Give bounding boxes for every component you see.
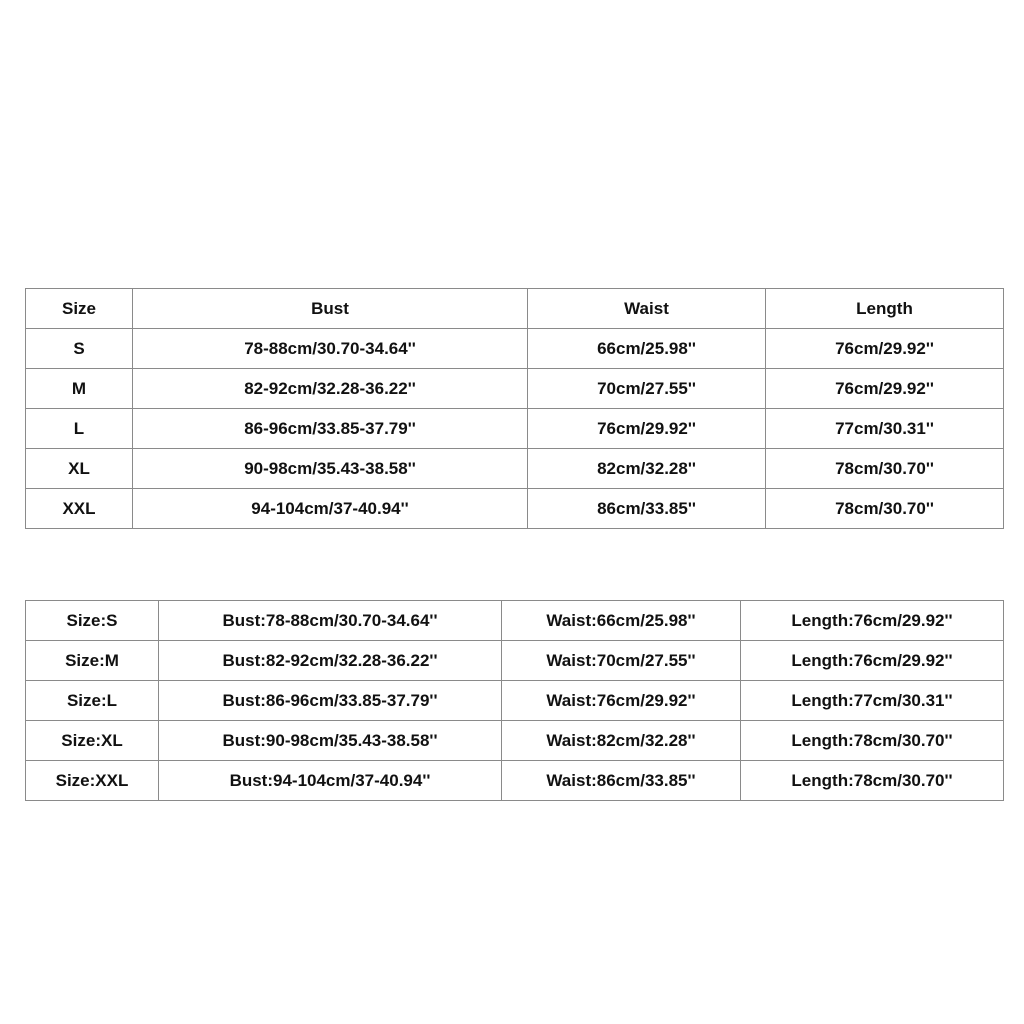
cell-bust: Bust:94-104cm/37-40.94'': [159, 761, 502, 801]
cell-length: 76cm/29.92'': [766, 329, 1004, 369]
cell-bust: Bust:82-92cm/32.28-36.22'': [159, 641, 502, 681]
cell-waist: 86cm/33.85'': [528, 489, 766, 529]
cell-size: M: [26, 369, 133, 409]
table-header-row: [26, 289, 1004, 329]
table-row: [26, 369, 1004, 409]
size-chart-table: [25, 288, 1004, 529]
cell-size: Size:L: [26, 681, 159, 721]
table-row: [26, 761, 1004, 801]
cell-waist: Waist:66cm/25.98'': [502, 601, 741, 641]
cell-length: Length:78cm/30.70'': [741, 721, 1004, 761]
cell-waist: 82cm/32.28'': [528, 449, 766, 489]
cell-size: Size:S: [26, 601, 159, 641]
table-row: [26, 681, 1004, 721]
cell-waist: Waist:76cm/29.92'': [502, 681, 741, 721]
cell-size: Size:XXL: [26, 761, 159, 801]
cell-bust: 90-98cm/35.43-38.58'': [133, 449, 528, 489]
header-waist: Waist: [528, 289, 766, 329]
cell-length: Length:76cm/29.92'': [741, 641, 1004, 681]
header-bust: Bust: [133, 289, 528, 329]
cell-size: S: [26, 329, 133, 369]
table-row: [26, 449, 1004, 489]
cell-bust: Bust:86-96cm/33.85-37.79'': [159, 681, 502, 721]
cell-bust: 82-92cm/32.28-36.22'': [133, 369, 528, 409]
cell-bust: 86-96cm/33.85-37.79'': [133, 409, 528, 449]
cell-length: 78cm/30.70'': [766, 449, 1004, 489]
table-row: [26, 409, 1004, 449]
header-length: Length: [766, 289, 1004, 329]
cell-bust: 94-104cm/37-40.94'': [133, 489, 528, 529]
cell-length: Length:78cm/30.70'': [741, 761, 1004, 801]
cell-waist: Waist:70cm/27.55'': [502, 641, 741, 681]
cell-waist: 70cm/27.55'': [528, 369, 766, 409]
table-row: [26, 721, 1004, 761]
cell-length: 77cm/30.31'': [766, 409, 1004, 449]
cell-length: 78cm/30.70'': [766, 489, 1004, 529]
cell-size: XXL: [26, 489, 133, 529]
table-row: [26, 641, 1004, 681]
cell-length: Length:76cm/29.92'': [741, 601, 1004, 641]
cell-waist: 66cm/25.98'': [528, 329, 766, 369]
cell-waist: Waist:82cm/32.28'': [502, 721, 741, 761]
cell-length: Length:77cm/30.31'': [741, 681, 1004, 721]
table-row: [26, 329, 1004, 369]
cell-bust: Bust:90-98cm/35.43-38.58'': [159, 721, 502, 761]
cell-size: XL: [26, 449, 133, 489]
table-row: [26, 601, 1004, 641]
table-row: [26, 489, 1004, 529]
cell-waist: 76cm/29.92'': [528, 409, 766, 449]
cell-length: 76cm/29.92'': [766, 369, 1004, 409]
cell-size: Size:XL: [26, 721, 159, 761]
header-size: Size: [26, 289, 133, 329]
cell-size: Size:M: [26, 641, 159, 681]
cell-bust: Bust:78-88cm/30.70-34.64'': [159, 601, 502, 641]
size-chart-labeled-table: [25, 600, 1004, 801]
cell-size: L: [26, 409, 133, 449]
cell-waist: Waist:86cm/33.85'': [502, 761, 741, 801]
cell-bust: 78-88cm/30.70-34.64'': [133, 329, 528, 369]
